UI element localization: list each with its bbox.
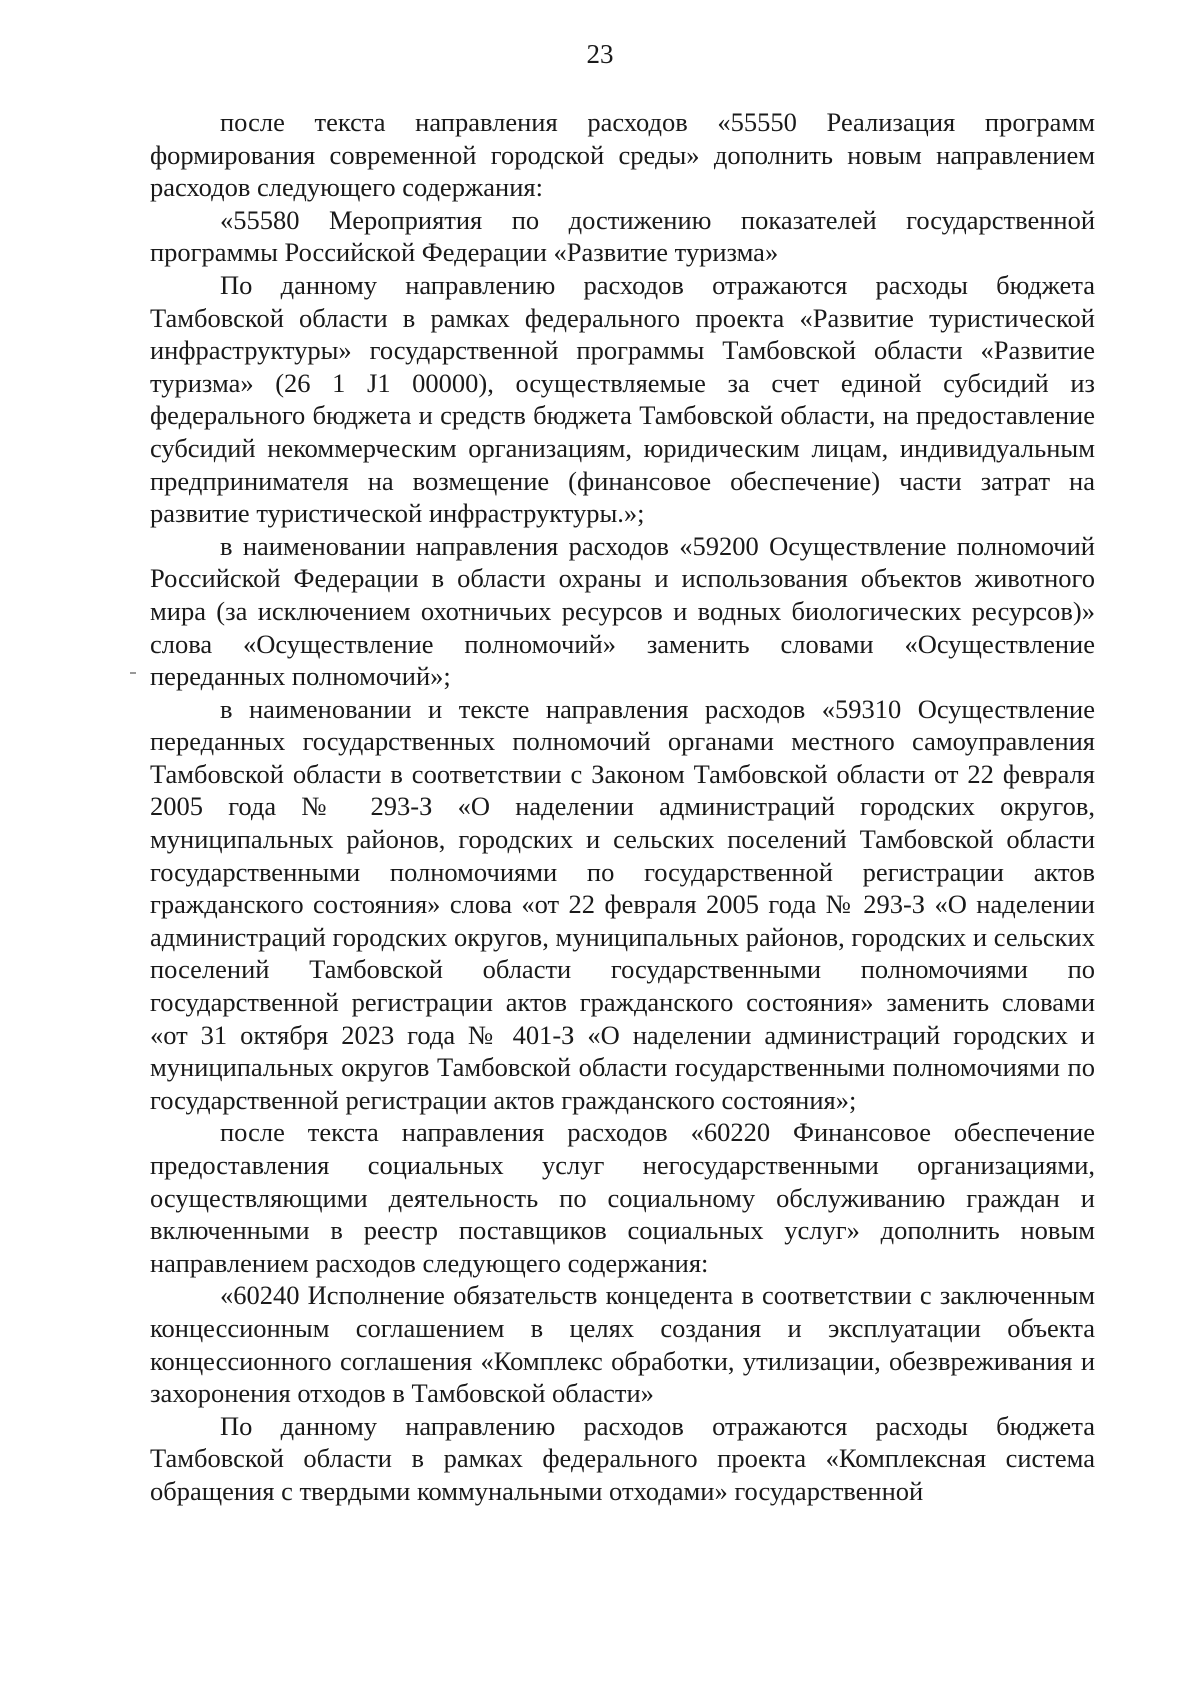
paragraph-55550-addition: после текста направления расходов «55550 Реализация программ формирования современной городской среды» дополнить новым направлением расходов следующего содержания:: [150, 107, 1095, 203]
paragraph-55580-title: «55580 Мероприятия по достижению показателей государственной программы Российской Федерации «Развитие туризма»: [150, 204, 1095, 268]
paragraph-60240-title: «60240 Исполнение обязательств концедента в соответствии с заключенным концессионным соглашением в целях создания и эксплуатации объекта концессионного соглашения «Комплекс обработки, утилизации, обезвреживания и захоронения отходов в Тамбовской области»: [150, 1280, 1095, 1409]
paragraph-60240-description: По данному направлению расходов отражаются расходы бюджета Тамбовской области в рамках федерального проекта «Комплексная система обращения с твердыми коммунальными отходами» государственной: [150, 1410, 1095, 1506]
paragraph-59310-rename: в наименовании и тексте направления расходов «59310 Осуществление переданных государственных полномочий органами местного самоуправления Тамбовской области в соответствии с Законом Тамбовской области от 22 февраля 2005 года № 293-З «О наделении администраций городских округов, муниципальных районов, городских и сельских поселений Тамбовской области государственными полномочиями по государственной регистрации актов гражданского состояния» слова «от 22 февраля 2005 года № 293-З «О наделении администраций городских округов, муниципальных районов, городских и сельских поселений Тамбовской области государственными полномочиями по государственной регистрации актов гражданского состояния» заменить словами «от 31 октября 2023 года № 401-З «О наделении администраций городских и муниципальных округов Тамбовской области государственными полномочиями по государственной регистрации актов гражданского состояния»;: [150, 693, 1095, 1115]
document-body: [150, 106, 1095, 1508]
scan-margin-mark: [130, 672, 136, 674]
page-number: 23: [586, 39, 614, 69]
paragraph-60220-addition: после текста направления расходов «60220 Финансовое обеспечение предоставления социальных услуг негосударственными организациями, осуществляющими деятельность по социальному обслуживанию граждан и включенными в реестр поставщиков социальных услуг» дополнить новым направлением расходов следующего содержания:: [150, 1117, 1095, 1278]
paragraph-59200-rename: в наименовании направления расходов «59200 Осуществление полномочий Российской Федерации в области охраны и использования объектов животного мира (за исключением охотничьих ресурсов и водных биологических ресурсов)» слова «Осуществление полномочий» заменить словами «Осуществление переданных полномочий»;: [150, 530, 1095, 692]
paragraph-55580-description: По данному направлению расходов отражаются расходы бюджета Тамбовской области в рамках федерального проекта «Развитие туристической инфраструктуры» государственной программы Тамбовской области «Развитие туризма» (26 1 J1 00000), осуществляемые за счет единой субсидий из федерального бюджета и средств бюджета Тамбовской области, на предоставление субсидий некоммерческим организациям, юридическим лицам, индивидуальным предпринимателя на возмещение (финансовое обеспечение) части затрат на развитие туристической инфраструктуры.»;: [150, 269, 1095, 529]
